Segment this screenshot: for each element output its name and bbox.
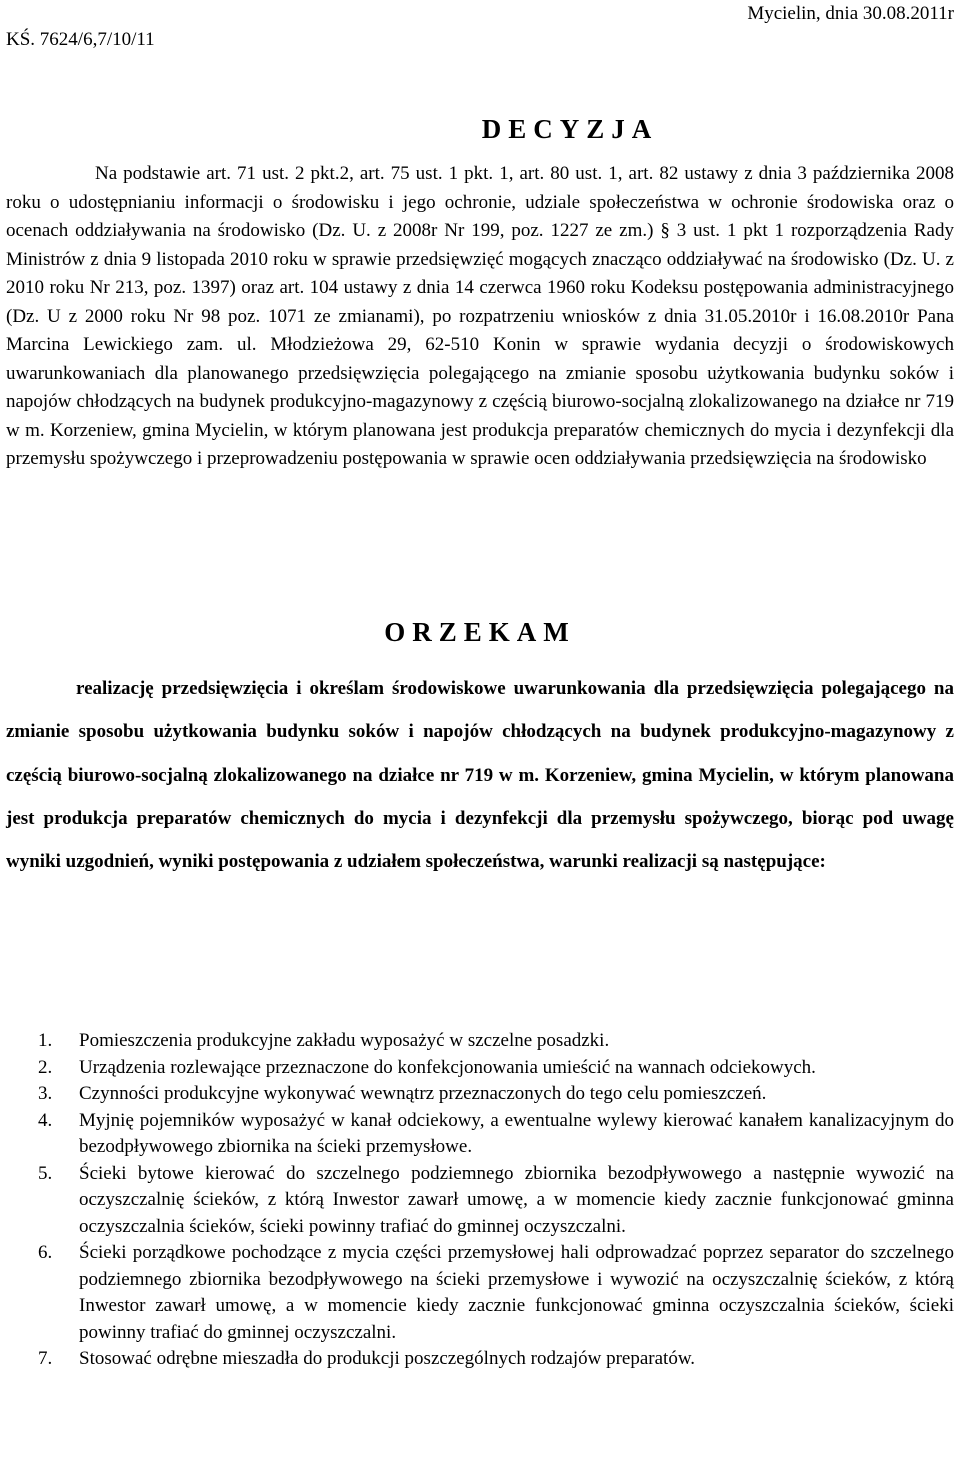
document-date: Mycielin, dnia 30.08.2011r	[747, 3, 954, 24]
condition-item	[6, 1028, 954, 1055]
condition-text: Ścieki bytowe kierować do szczelnego podziemnego zbiornika bezodpływowego a następnie wywozić na oczyszczalnię ścieków, z którą Inwestor zawarł umowę, a w momencie kiedy zacznie funkcjonować gminna oczyszczalnia ścieków, ścieki powinny trafiać do gminnej oczyszczalni.	[79, 1162, 954, 1237]
condition-text: Czynności produkcyjne wykonywać wewnątrz przeznaczonych do tego celu pomieszczeń.	[79, 1083, 767, 1104]
condition-number: 4.	[38, 1109, 53, 1131]
condition-item	[6, 1108, 954, 1161]
condition-number: 7.	[38, 1348, 53, 1369]
condition-item	[6, 1240, 954, 1346]
condition-text: Myjnię pojemników wyposażyć w kanał odciekowy, a ewentualne wylewy kierować kanałem kanalizacyjnym do bezodpływowego zbiornika na ścieki przemysłowe.	[79, 1109, 954, 1157]
case-reference: KŚ. 7624/6,7/10/11	[6, 29, 155, 50]
conditions-list	[6, 1028, 954, 1373]
condition-number: 5.	[38, 1162, 53, 1184]
document-title: DECYZJA	[481, 114, 659, 144]
ruling-paragraph: realizację przedsięwzięcia i określam środowiskowe uwarunkowania dla przedsięwzięcia polegającego na zmianie sposobu użytkowania budynku soków i napojów chłodzących na budynek produkcyjno-magazynowy z częścią biurowo-socjalną zlokalizowanego na działce nr 719 w m. Korzeniew, gmina Mycielin, w którym planowana jest produkcja preparatów chemicznych do mycia i dezynfekcji dla przemysłu spożywczego, biorąc pod uwagę wyniki uzgodnień, wyniki postępowania z udziałem społeczeństwa, warunki realizacji są następujące:	[6, 678, 954, 873]
condition-number: 1.	[38, 1030, 53, 1051]
condition-number: 3.	[38, 1083, 53, 1104]
condition-item	[6, 1161, 954, 1241]
condition-text: Stosować odrębne mieszadła do produkcji poszczególnych rodzajów preparatów.	[79, 1348, 696, 1369]
ruling-heading: ORZEKAM	[384, 617, 576, 647]
condition-text: Pomieszczenia produkcyjne zakładu wyposażyć w szczelne posadzki.	[79, 1030, 610, 1051]
condition-text: Ścieki porządkowe pochodzące z mycia części przemysłowej hali odprowadzać poprzez separator do szczelnego podziemnego zbiornika bezodpływowego na ścieki przemysłowe i wywozić na oczyszczalnię ścieków, z którą Inwestor zawarł umowę, a w momencie kiedy zacznie funkcjonować gminna oczyszczalnia ścieków, ścieki powinny trafiać do gminnej oczyszczalni.	[79, 1242, 954, 1343]
condition-item	[6, 1346, 954, 1373]
legal-basis-paragraph: Na podstawie art. 71 ust. 2 pkt.2, art. 75 ust. 1 pkt. 1, art. 80 ust. 1, art. 82 ustawy z dnia 3 października 2008 roku o udostępnianiu informacji o środowisku i jego ochronie, udziale społeczeństwa w ochronie środowiska oraz o ocenach oddziaływania na środowisko (Dz. U. z 2008r Nr 199, poz. 1227 ze zm.) § 3 ust. 1 pkt 1 rozporządzenia Rady Ministrów z dnia 9 listopada 2010 roku w sprawie przedsięwzięć mogących znacząco oddziaływać na środowisko (Dz. U. z 2010 roku Nr 213, poz. 1397) oraz art. 104 ustawy z dnia 14 czerwca 1960 roku Kodeksu postępowania administracyjnego (Dz. U z 2000 roku Nr 98 poz. 1071 ze zmianami), po rozpatrzeniu wniosków z dnia 31.05.2010r i 16.08.2010r Pana Marcina Lewickiego zam. ul. Młodzieżowa 29, 62-510 Konin w sprawie wydania decyzji o środowiskowych uwarunkowaniach dla planowanego przedsięwzięcia polegającego na zmianie sposobu użytkowania budynku soków i napojów chłodzących na budynek produkcyjno-magazynowy z częścią biurowo-socjalną zlokalizowanego na działce nr 719 w m. Korzeniew, gmina Mycielin, w którym planowana jest produkcja preparatów chemicznych do mycia i dezynfekcji dla przemysłu spożywczego i przeprowadzeniu postępowania w sprawie ocen oddziaływania przedsięwzięcia na środowisko	[6, 163, 954, 469]
document-header	[6, 3, 954, 55]
condition-item	[6, 1055, 954, 1082]
condition-number: 6.	[38, 1242, 53, 1263]
condition-text: Urządzenia rozlewające przeznaczone do konfekcjonowania umieścić na wannach odciekowych.	[79, 1056, 816, 1078]
condition-number: 2.	[38, 1056, 53, 1078]
condition-item	[6, 1081, 954, 1108]
